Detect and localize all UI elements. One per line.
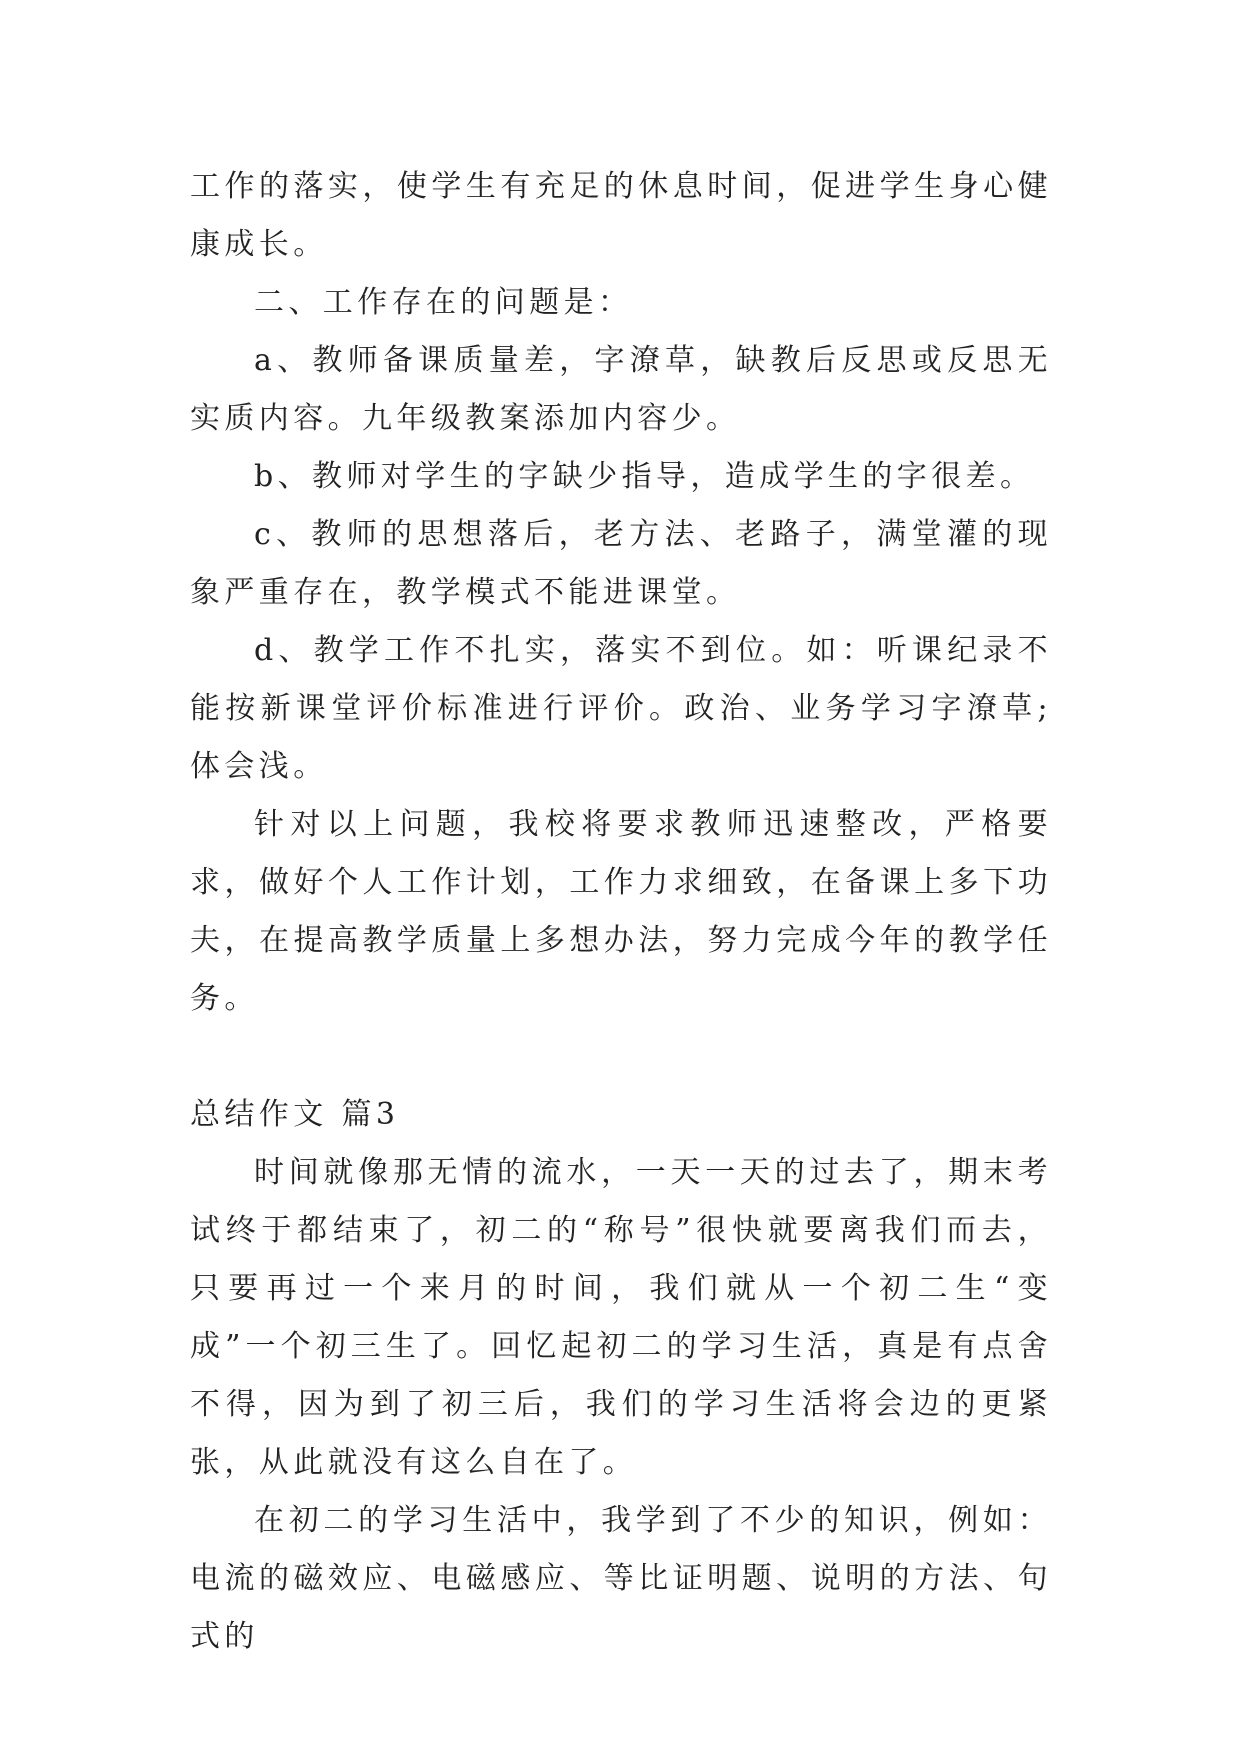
paragraph: b、教师对学生的字缺少指导，造成学生的字很差。 — [254, 459, 1035, 494]
paragraph: d、教学工作不扎实，落实不到位。如：听课纪录不能按新课堂评价标准进行评价。政治、业务学习字潦草;体会浅。 — [190, 633, 1052, 784]
paragraph: c、教师的思想落后，老方法、老路子，满堂灌的现象严重存在，教学模式不能进课堂。 — [190, 517, 1052, 610]
document-body — [190, 158, 1052, 1666]
paragraph: a、教师备课质量差，字潦草，缺教后反思或反思无实质内容。九年级教案添加内容少。 — [190, 343, 1052, 436]
paragraph: 二、工作存在的问题是： — [254, 285, 633, 320]
paragraph: 工作的落实，使学生有充足的休息时间，促进学生身心健康成长。 — [190, 169, 1052, 262]
paragraph: 时间就像那无情的流水，一天一天的过去了，期末考试终于都结束了，初二的“称号”很快就要离我们而去，只要再过一个来月的时间，我们就从一个初二生“变成”一个初三生了。回忆起初二的学习生活，真是有点舍不得，因为到了初三后，我们的学习生活将会边的更紧张，从此就没有这么自在了。 — [190, 1155, 1052, 1480]
paragraph: 针对以上问题，我校将要求教师迅速整改，严格要求，做好个人工作计划，工作力求细致，在备课上多下功夫，在提高教学质量上多想办法，努力完成今年的教学任务。 — [190, 807, 1052, 1016]
paragraph: 在初二的学习生活中，我学到了不少的知识，例如：电流的磁效应、电磁感应、等比证明题、说明的方法、句式的 — [190, 1503, 1052, 1654]
section-heading: 总结作文 篇3 — [190, 1097, 400, 1132]
